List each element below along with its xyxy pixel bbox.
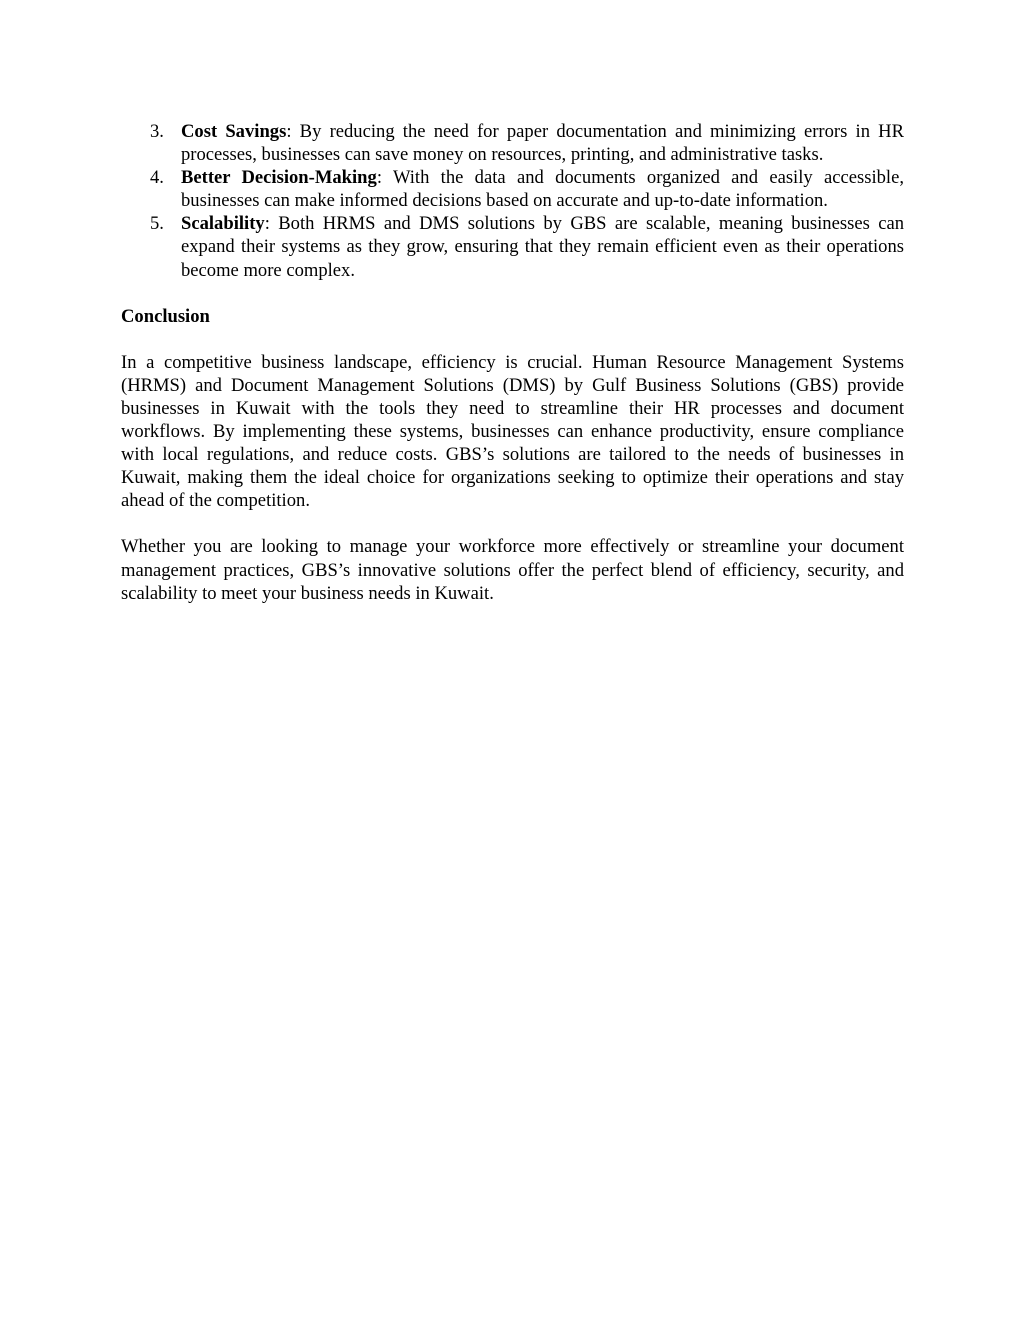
benefit-term: Cost Savings (181, 121, 287, 142)
conclusion-paragraph-2: Whether you are looking to manage your workforce more effectively or streamline your document management practices, GBS’s innovative solutions offer the perfect blend of efficiency, security, and scalability to meet your business needs in Kuwait. (121, 536, 904, 604)
list-item-cost-savings (121, 120, 904, 166)
benefit-description: : With the data and documents organized and easily accessible, businesses can make informed decisions based on accurate and up-to-date information. (181, 167, 904, 212)
list-number: 3. (150, 121, 164, 142)
benefit-description: : By reducing the need for paper documentation and minimizing errors in HR processes, businesses can save money on resources, printing, and administrative tasks. (181, 121, 905, 166)
list-number: 4. (150, 167, 164, 189)
benefit-description: : Both HRMS and DMS solutions by GBS are scalable, meaning businesses can expand their systems as they grow, ensuring that they remain efficient even as their operations become more complex. (181, 213, 904, 281)
document-page (121, 120, 904, 605)
benefit-term: Better Decision-Making (181, 167, 377, 189)
conclusion-heading: Conclusion (121, 305, 210, 327)
list-item-scalability (121, 212, 904, 281)
list-item-better-decision-making (121, 166, 904, 212)
list-number: 5. (150, 213, 164, 235)
benefits-list (121, 120, 904, 282)
benefit-term: Scalability (181, 213, 265, 235)
conclusion-paragraph-1: In a competitive business landscape, efficiency is crucial. Human Resource Management Systems (HRMS) and Document Management Solutions (DMS) by Gulf Business Solutions (GBS) provide businesses in Kuwait with the tools they need to streamline their HR processes and document workflows. By implementing these systems, businesses can enhance productivity, ensure compliance with local regulations, and reduce costs. GBS’s solutions are tailored to the needs of businesses in Kuwait, making them the ideal choice for organizations seeking to optimize their operations and stay ahead of the competition. (121, 351, 904, 512)
